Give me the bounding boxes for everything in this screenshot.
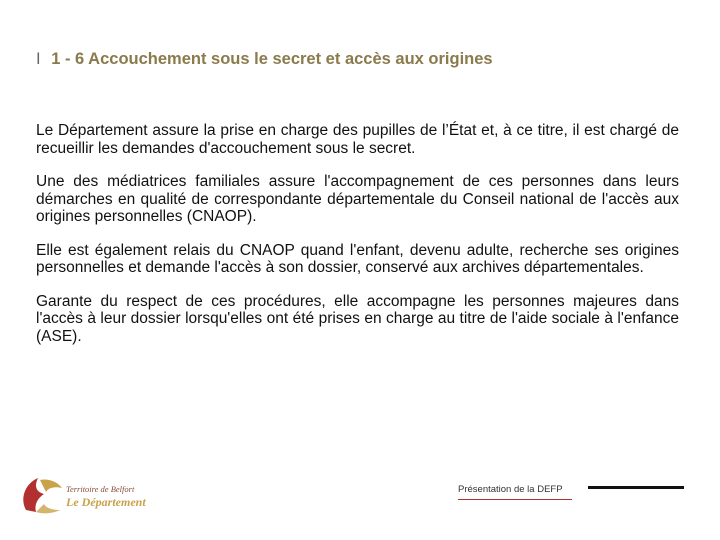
paragraph-3: Elle est également relais du CNAOP quand l'enfant, devenu adulte, recherche ses origines personnelles et demande l'accès à son dossier, conservé aux archives départementales. bbox=[36, 241, 679, 276]
footer-label: Présentation de la DEFP bbox=[458, 484, 563, 495]
paragraph-1: Le Département assure la prise en charge des pupilles de l’État et, à ce titre, il est chargé de recueillir les demandes d'accouchement sous le secret. bbox=[36, 122, 679, 157]
paragraph-4: Garante du respect de ces procédures, elle accompagne les personnes majeures dans l'accès à leur dossier lorsqu'elles ont été prises en charge au titre de l'aide sociale à l'enfance (ASE). bbox=[36, 292, 679, 345]
logo-mark-tail bbox=[36, 504, 60, 513]
logo-line-1: Territoire de Belfort bbox=[66, 484, 135, 494]
title-marker: I bbox=[36, 50, 41, 68]
paragraph-2: Une des médiatrices familiales assure l'accompagnement de ces personnes dans leurs démarches en qualité de correspondante départementale du Conseil national de l'accès aux origines personnelles (CNAOP). bbox=[36, 173, 679, 225]
footer-underline bbox=[458, 499, 572, 500]
departement-logo bbox=[18, 470, 148, 518]
body-text bbox=[36, 122, 679, 361]
slide-title: 1 - 6 Accouchement sous le secret et accès aux origines bbox=[51, 50, 493, 68]
slide-title-row bbox=[36, 50, 493, 69]
logo-mark-gold bbox=[40, 479, 62, 492]
logo-line-2: Le Département bbox=[66, 495, 146, 509]
footer-rule bbox=[588, 486, 684, 489]
logo-mark-red bbox=[23, 478, 44, 512]
